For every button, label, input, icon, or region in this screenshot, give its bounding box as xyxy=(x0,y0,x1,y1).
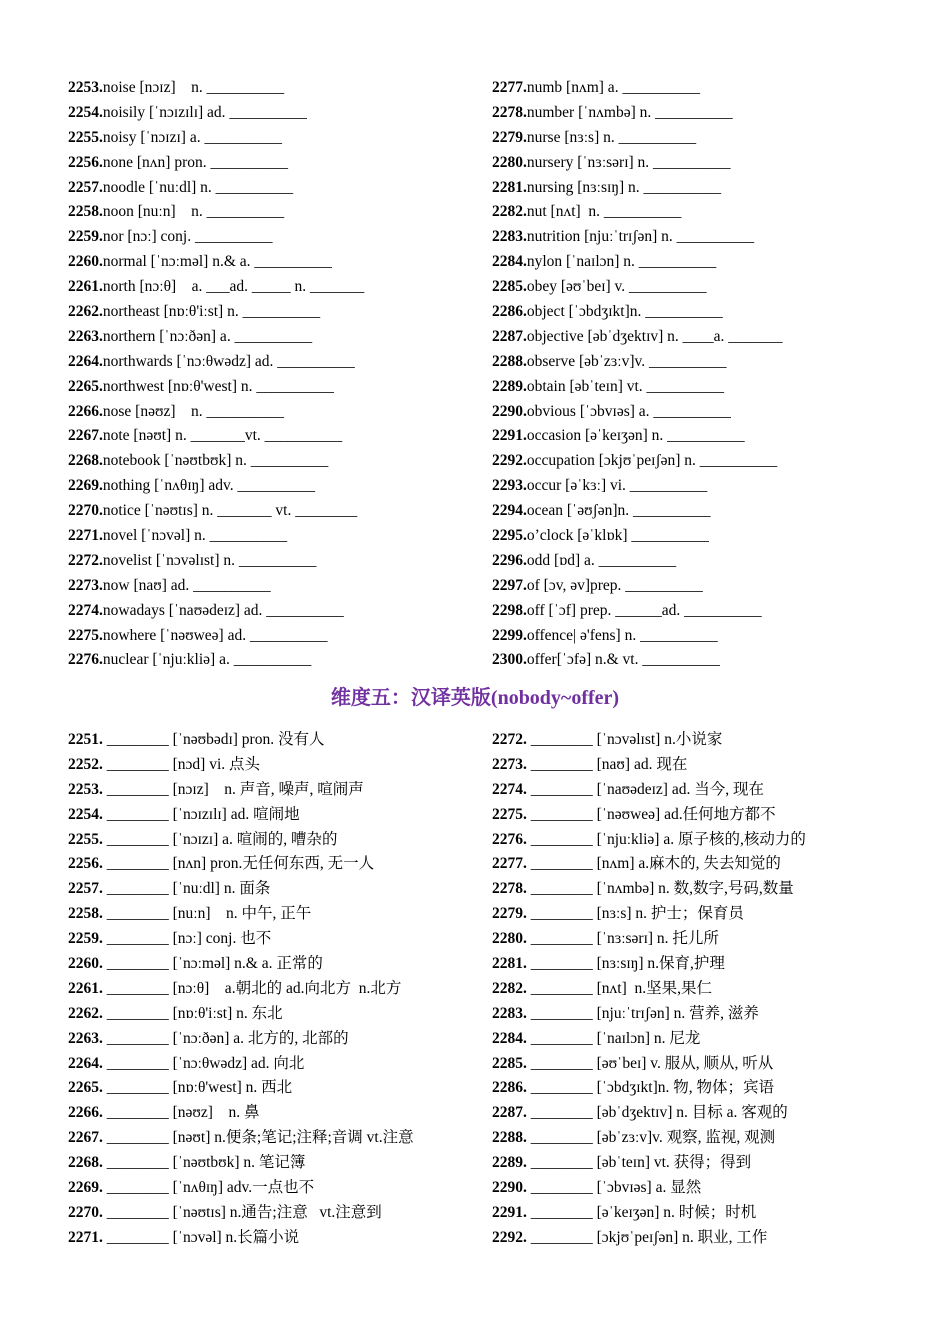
entry-text: ________ [əʊˈbeɪ] v. 服从, 顺从, 听从 xyxy=(526,1054,774,1072)
entry-text: observe [əbˈzɜːv]v. __________ xyxy=(526,352,727,370)
entry-text: ________ [ˈnɔɪzɪlɪ] ad. 喧闹地 xyxy=(102,805,300,823)
entry-text: occupation [ɔkjʊˈpeɪʃən] n. __________ xyxy=(526,452,778,470)
vocab-entry xyxy=(68,275,498,300)
entry-text: ________ [nɔː] conj. 也不 xyxy=(102,930,272,948)
entry-text: noodle [ˈnuːdl] n. __________ xyxy=(102,178,294,196)
entry-number: 2288. xyxy=(492,1129,527,1147)
entry-number: 2270. xyxy=(68,502,103,520)
entry-text: offer[ˈɔfə] n.& vt. __________ xyxy=(526,651,720,669)
entry-text: nothing [ˈnʌθɪŋ] adv. __________ xyxy=(102,477,315,495)
vocab-entry xyxy=(68,803,498,828)
vocab-entry xyxy=(68,977,498,1002)
entry-number: 2273. xyxy=(492,755,527,773)
entry-number: 2279. xyxy=(492,128,527,146)
entry-number: 2260. xyxy=(68,253,103,271)
vocab-entry xyxy=(68,648,498,673)
vocab-entry xyxy=(492,176,922,201)
vocab-entry xyxy=(492,424,922,449)
vocab-entry xyxy=(492,753,922,778)
entry-text: odd [ɒd] a. __________ xyxy=(526,551,677,569)
entry-number: 2296. xyxy=(492,551,527,569)
vocab-entry xyxy=(68,1226,498,1251)
entry-number: 2282. xyxy=(492,203,527,221)
entry-number: 2265. xyxy=(68,1079,103,1097)
entry-number: 2286. xyxy=(492,303,527,321)
entry-text: nut [nʌt] n. __________ xyxy=(526,203,682,221)
entry-text: of [ɔv, əv]prep. __________ xyxy=(526,576,703,594)
vocab-entry xyxy=(68,300,498,325)
vocab-entry xyxy=(492,1027,922,1052)
entry-number: 2283. xyxy=(492,1004,527,1022)
entry-number: 2274. xyxy=(492,780,527,798)
entry-text: ________ [nɜːsɪŋ] n.保育,护理 xyxy=(526,955,725,973)
entry-number: 2273. xyxy=(68,576,103,594)
entry-text: obvious [ˈɔbvɪəs] a. __________ xyxy=(526,402,731,420)
vocab-entry xyxy=(492,1201,922,1226)
entry-text: ________ [ɔkjʊˈpeɪʃən] n. 职业, 工作 xyxy=(526,1228,768,1246)
vocab-entry xyxy=(492,76,922,101)
entry-number: 2274. xyxy=(68,601,103,619)
vocab-entry xyxy=(492,1101,922,1126)
entry-number: 2294. xyxy=(492,502,527,520)
entry-number: 2267. xyxy=(68,427,103,445)
entry-text: ________ [ˈnɔːməl] n.& a. 正常的 xyxy=(102,955,323,973)
entry-text: ocean [ˈəʊʃən]n. __________ xyxy=(526,502,711,520)
entry-text: ________ [ˈnɔːθwədz] ad. 向北 xyxy=(102,1054,305,1072)
vocab-entry xyxy=(492,300,922,325)
entry-text: ________ [əˈkeɪʒən] n. 时候；时机 xyxy=(526,1203,757,1221)
entry-number: 2270. xyxy=(68,1203,103,1221)
vocab-entry xyxy=(492,151,922,176)
entry-number: 2298. xyxy=(492,601,527,619)
entry-text: ________ [nɜːs] n. 护士；保育员 xyxy=(526,905,744,923)
vocab-entry xyxy=(68,126,498,151)
entry-text: ________ [naʊ] ad. 现在 xyxy=(526,755,688,773)
entry-text: ________ [ˈɔbvɪəs] a. 显然 xyxy=(526,1179,702,1197)
entry-number: 2281. xyxy=(492,178,527,196)
entry-text: obey [əʊˈbeɪ] v. __________ xyxy=(526,278,707,296)
entry-number: 2287. xyxy=(492,1104,527,1122)
entry-number: 2295. xyxy=(492,527,527,545)
entry-number: 2264. xyxy=(68,352,103,370)
entry-number: 2284. xyxy=(492,1029,527,1047)
entry-number: 2291. xyxy=(492,1203,527,1221)
entry-text: ________ [ˈnɔːðən] a. 北方的, 北部的 xyxy=(102,1029,349,1047)
vocab-entry xyxy=(68,852,498,877)
entry-number: 2256. xyxy=(68,855,103,873)
entry-text: ________ [nɔd] vi. 点头 xyxy=(102,755,261,773)
entry-text: nowadays [ˈnaʊədeɪz] ad. __________ xyxy=(102,601,344,619)
vocab-entry xyxy=(68,574,498,599)
entry-number: 2276. xyxy=(68,651,103,669)
vocab-entry xyxy=(492,325,922,350)
vocab-entry xyxy=(68,325,498,350)
entry-number: 2292. xyxy=(492,452,527,470)
vocab-entry xyxy=(68,927,498,952)
entry-number: 2297. xyxy=(492,576,527,594)
vocab-entry xyxy=(68,877,498,902)
entry-number: 2269. xyxy=(68,477,103,495)
entry-text: nurse [nɜːs] n. __________ xyxy=(526,128,697,146)
entry-number: 2291. xyxy=(492,427,527,445)
entry-text: occur [əˈkɜː] vi. __________ xyxy=(526,477,708,495)
entry-number: 2265. xyxy=(68,377,103,395)
entry-text: ________ [nɒːθ'iːst] n. 东北 xyxy=(102,1004,283,1022)
entry-number: 2280. xyxy=(492,153,527,171)
vocab-entry xyxy=(492,499,922,524)
entry-text: ________ [nəʊt] n.便条;笔记;注释;音调 vt.注意 xyxy=(102,1129,414,1147)
vocab-entry xyxy=(492,400,922,425)
vocab-entry xyxy=(492,1226,922,1251)
entry-number: 2262. xyxy=(68,303,103,321)
entry-number: 2252. xyxy=(68,755,103,773)
entry-text: occasion [əˈkeɪʒən] n. __________ xyxy=(526,427,745,445)
entry-text: northwest [nɒːθ'west] n. __________ xyxy=(102,377,334,395)
vocab-entry xyxy=(492,101,922,126)
entry-text: normal [ˈnɔːməl] n.& a. __________ xyxy=(102,253,332,271)
vocab-entry xyxy=(68,375,498,400)
entry-number: 2272. xyxy=(68,551,103,569)
entry-text: note [nəʊt] n. _______vt. __________ xyxy=(102,427,343,445)
entry-number: 2292. xyxy=(492,1228,527,1246)
entry-number: 2255. xyxy=(68,830,103,848)
vocab-entry xyxy=(492,1076,922,1101)
entry-text: ________ [nɔɪz] n. 声音, 噪声, 喧闹声 xyxy=(102,780,364,798)
entry-number: 2277. xyxy=(492,855,527,873)
entry-text: ________ [ˈnəʊweə] ad.任何地方都不 xyxy=(526,805,776,823)
vocab-entry xyxy=(68,1052,498,1077)
vocab-entry xyxy=(492,927,922,952)
vocab-entry xyxy=(68,200,498,225)
entry-number: 2259. xyxy=(68,930,103,948)
entry-number: 2256. xyxy=(68,153,103,171)
entry-text: ________ [ˈnʌmbə] n. 数,数字,号码,数量 xyxy=(526,880,794,898)
entry-text: novelist [ˈnɔvəlɪst] n. __________ xyxy=(102,551,317,569)
vocab-entry xyxy=(492,599,922,624)
entry-number: 2279. xyxy=(492,905,527,923)
entry-text: ________ [nəʊz] n. 鼻 xyxy=(102,1104,260,1122)
vocab-entry xyxy=(492,1176,922,1201)
entry-number: 2300. xyxy=(492,651,527,669)
entry-number: 2290. xyxy=(492,1179,527,1197)
entry-text: northwards [ˈnɔːθwədz] ad. __________ xyxy=(102,352,355,370)
entry-text: ________ [nʌn] pron.无任何东西, 无一人 xyxy=(102,855,375,873)
entry-number: 2258. xyxy=(68,905,103,923)
entry-number: 2254. xyxy=(68,103,103,121)
entry-number: 2264. xyxy=(68,1054,103,1072)
entry-number: 2284. xyxy=(492,253,527,271)
vocab-entry xyxy=(492,1151,922,1176)
entry-text: number [ˈnʌmbə] n. __________ xyxy=(526,103,733,121)
entry-text: ________ [ˈnʌθɪŋ] adv.一点也不 xyxy=(102,1179,315,1197)
entry-number: 2271. xyxy=(68,527,103,545)
entry-text: ________ [nʌm] a.麻木的, 失去知觉的 xyxy=(526,855,781,873)
entry-number: 2281. xyxy=(492,955,527,973)
entry-number: 2283. xyxy=(492,228,527,246)
entry-number: 2275. xyxy=(492,805,527,823)
entry-number: 2285. xyxy=(492,1054,527,1072)
vocab-entry xyxy=(68,400,498,425)
entry-text: noisy [ˈnɔɪzɪ] a. __________ xyxy=(102,128,282,146)
entry-text: o’clock [əˈklɒk] __________ xyxy=(526,527,709,545)
entry-text: nutrition [njuːˈtrɪʃən] n. __________ xyxy=(526,228,755,246)
entry-number: 2277. xyxy=(492,79,527,96)
entry-number: 2278. xyxy=(492,103,527,121)
entry-text: off [ˈɔf] prep. ______ad. __________ xyxy=(526,601,762,619)
entry-text: numb [nʌm] a. __________ xyxy=(526,79,700,96)
entry-text: notice [ˈnəʊtɪs] n. _______ vt. ________ xyxy=(102,502,358,520)
part1-left-column xyxy=(68,76,498,673)
entry-text: ________ [njuːˈtrɪʃən] n. 营养, 滋养 xyxy=(526,1004,759,1022)
entry-text: ________ [ˈɔbdʒɪkt]n. 物, 物体；宾语 xyxy=(526,1079,774,1097)
entry-number: 2289. xyxy=(492,1154,527,1172)
vocab-entry xyxy=(68,1002,498,1027)
entry-text: noise [nɔɪz] n. __________ xyxy=(102,79,285,96)
vocab-entry xyxy=(68,1126,498,1151)
vocab-entry xyxy=(492,574,922,599)
vocab-entry xyxy=(68,225,498,250)
section-title: 维度五：汉译英版(nobody~offer) xyxy=(330,687,620,709)
entry-text: obtain [əbˈteɪn] vt. __________ xyxy=(526,377,725,395)
vocab-entry xyxy=(68,524,498,549)
part2-right-column xyxy=(492,728,922,1251)
entry-number: 2266. xyxy=(68,1104,103,1122)
entry-text: nylon [ˈnaɪlɔn] n. __________ xyxy=(526,253,717,271)
entry-number: 2260. xyxy=(68,955,103,973)
vocab-entry xyxy=(68,1151,498,1176)
vocab-entry xyxy=(492,1052,922,1077)
vocab-entry xyxy=(492,1002,922,1027)
entry-number: 2287. xyxy=(492,327,527,345)
entry-number: 2269. xyxy=(68,1179,103,1197)
entry-text: noisily [ˈnɔɪzɪlɪ] ad. __________ xyxy=(102,103,307,121)
entry-text: nursery [ˈnɜːsərɪ] n. __________ xyxy=(526,153,731,171)
entry-number: 2255. xyxy=(68,128,103,146)
entry-number: 2289. xyxy=(492,377,527,395)
vocab-entry xyxy=(492,126,922,151)
vocab-entry xyxy=(68,449,498,474)
entry-text: nursing [nɜːsɪŋ] n. __________ xyxy=(526,178,722,196)
part2-left-column xyxy=(68,728,498,1251)
vocab-entry xyxy=(68,624,498,649)
vocab-entry xyxy=(68,499,498,524)
entry-number: 2263. xyxy=(68,1029,103,1047)
vocab-entry xyxy=(492,250,922,275)
entry-number: 2285. xyxy=(492,278,527,296)
entry-number: 2261. xyxy=(68,979,103,997)
entry-text: northeast [nɒːθ'iːst] n. __________ xyxy=(102,303,321,321)
entry-text: ________ [əbˈzɜːv]v. 观察, 监视, 观测 xyxy=(526,1129,776,1147)
entry-number: 2257. xyxy=(68,178,103,196)
entry-text: ________ [əbˈdʒektɪv] n. 目标 a. 客观的 xyxy=(526,1104,788,1122)
vocab-entry xyxy=(68,350,498,375)
entry-text: nowhere [ˈnəʊweə] ad. __________ xyxy=(102,626,328,644)
entry-text: ________ [əbˈteɪn] vt. 获得；得到 xyxy=(526,1154,752,1172)
entry-number: 2282. xyxy=(492,979,527,997)
entry-number: 2280. xyxy=(492,930,527,948)
entry-number: 2259. xyxy=(68,228,103,246)
vocab-entry xyxy=(492,828,922,853)
entry-text: objective [əbˈdʒektɪv] n. ____a. _______ xyxy=(526,327,783,345)
entry-text: novel [ˈnɔvəl] n. __________ xyxy=(102,527,288,545)
vocab-entry xyxy=(68,101,498,126)
vocab-entry xyxy=(492,778,922,803)
entry-text: ________ [ˈnɔɪzɪ] a. 喧闹的, 嘈杂的 xyxy=(102,830,338,848)
vocab-entry xyxy=(492,952,922,977)
entry-number: 2268. xyxy=(68,1154,103,1172)
entry-text: object [ˈɔbdʒɪkt]n. __________ xyxy=(526,303,723,321)
vocab-entry xyxy=(68,424,498,449)
vocab-entry xyxy=(68,828,498,853)
vocab-entry xyxy=(68,753,498,778)
entry-text: nose [nəʊz] n. __________ xyxy=(102,402,285,420)
entry-text: notebook [ˈnəʊtbʊk] n. __________ xyxy=(102,452,329,470)
entry-text: ________ [ˈnəʊtbʊk] n. 笔记簿 xyxy=(102,1154,306,1172)
vocab-entry xyxy=(68,599,498,624)
entry-text: nuclear [ˈnjuːkliə] a. __________ xyxy=(102,651,312,669)
entry-number: 2290. xyxy=(492,402,527,420)
entry-text: ________ [ˈnjuːkliə] a. 原子核的,核动力的 xyxy=(526,830,806,848)
vocab-entry xyxy=(492,350,922,375)
entry-text: offence| ə'fens] n. __________ xyxy=(526,626,718,644)
vocab-entry xyxy=(492,449,922,474)
vocab-entry xyxy=(492,275,922,300)
entry-text: ________ [ˈnaʊədeɪz] ad. 当今, 现在 xyxy=(526,780,764,798)
entry-number: 2253. xyxy=(68,79,103,96)
vocab-entry xyxy=(68,474,498,499)
vocab-entry xyxy=(68,151,498,176)
entry-text: noon [nuːn] n. __________ xyxy=(102,203,285,221)
vocab-entry xyxy=(68,76,498,101)
vocab-entry xyxy=(68,952,498,977)
entry-number: 2253. xyxy=(68,780,103,798)
vocab-entry xyxy=(68,1027,498,1052)
vocab-entry xyxy=(492,648,922,673)
entry-number: 2275. xyxy=(68,626,103,644)
entry-number: 2268. xyxy=(68,452,103,470)
vocab-entry xyxy=(68,778,498,803)
vocab-entry xyxy=(492,977,922,1002)
entry-text: ________ [nɒːθ'west] n. 西北 xyxy=(102,1079,293,1097)
entry-text: ________ [ˈnɜːsərɪ] n. 托儿所 xyxy=(526,930,719,948)
vocab-entry xyxy=(68,1176,498,1201)
entry-number: 2251. xyxy=(68,731,103,748)
entry-number: 2267. xyxy=(68,1129,103,1147)
entry-number: 2263. xyxy=(68,327,103,345)
vocab-entry xyxy=(492,902,922,927)
vocab-entry xyxy=(492,728,922,753)
vocab-entry xyxy=(492,803,922,828)
vocab-entry xyxy=(492,474,922,499)
vocab-entry xyxy=(68,902,498,927)
entry-text: none [nʌn] pron. __________ xyxy=(102,153,288,171)
entry-number: 2262. xyxy=(68,1004,103,1022)
part1-right-column xyxy=(492,76,922,673)
entry-number: 2286. xyxy=(492,1079,527,1097)
vocab-entry xyxy=(68,549,498,574)
entry-number: 2254. xyxy=(68,805,103,823)
entry-text: ________ [ˈnəʊtɪs] n.通告;注意 vt.注意到 xyxy=(102,1203,382,1221)
entry-number: 2261. xyxy=(68,278,103,296)
entry-number: 2272. xyxy=(492,731,527,748)
vocab-entry xyxy=(68,250,498,275)
entry-text: ________ [nuːn] n. 中午, 正午 xyxy=(102,905,312,923)
vocab-entry xyxy=(68,176,498,201)
entry-number: 2271. xyxy=(68,1228,103,1246)
vocab-entry xyxy=(492,624,922,649)
entry-text: nor [nɔː] conj. __________ xyxy=(102,228,273,246)
vocab-entry xyxy=(68,1076,498,1101)
vocab-entry xyxy=(68,1101,498,1126)
vocab-entry xyxy=(492,852,922,877)
entry-number: 2276. xyxy=(492,830,527,848)
entry-number: 2288. xyxy=(492,352,527,370)
entry-text: ________ [ˈnəʊbədɪ] pron. 没有人 xyxy=(102,731,325,748)
vocab-entry xyxy=(492,200,922,225)
entry-text: ________ [ˈnuːdl] n. 面条 xyxy=(102,880,271,898)
vocab-entry xyxy=(492,524,922,549)
entry-text: ________ [ˈnɔvəl] n.长篇小说 xyxy=(102,1228,300,1246)
vocab-entry xyxy=(492,1126,922,1151)
vocab-entry xyxy=(68,1201,498,1226)
entry-text: north [nɔːθ] a. ___ad. _____ n. _______ xyxy=(102,278,365,296)
vocab-entry xyxy=(492,225,922,250)
entry-number: 2258. xyxy=(68,203,103,221)
entry-text: now [naʊ] ad. __________ xyxy=(102,576,271,594)
entry-number: 2299. xyxy=(492,626,527,644)
entry-number: 2257. xyxy=(68,880,103,898)
entry-number: 2266. xyxy=(68,402,103,420)
entry-number: 2293. xyxy=(492,477,527,495)
entry-text: northern [ˈnɔːðən] a. __________ xyxy=(102,327,313,345)
entry-text: ________ [ˈnɔvəlɪst] n.小说家 xyxy=(526,731,723,748)
vocab-entry xyxy=(492,549,922,574)
entry-text: ________ [nʌt] n.坚果,果仁 xyxy=(526,979,713,997)
entry-text: ________ [ˈnaɪlɔn] n. 尼龙 xyxy=(526,1029,701,1047)
entry-text: ________ [nɔːθ] a.朝北的 ad.向北方 n.北方 xyxy=(102,979,402,997)
entry-number: 2278. xyxy=(492,880,527,898)
vocab-entry xyxy=(492,375,922,400)
vocab-entry xyxy=(492,877,922,902)
vocab-entry xyxy=(68,728,498,753)
